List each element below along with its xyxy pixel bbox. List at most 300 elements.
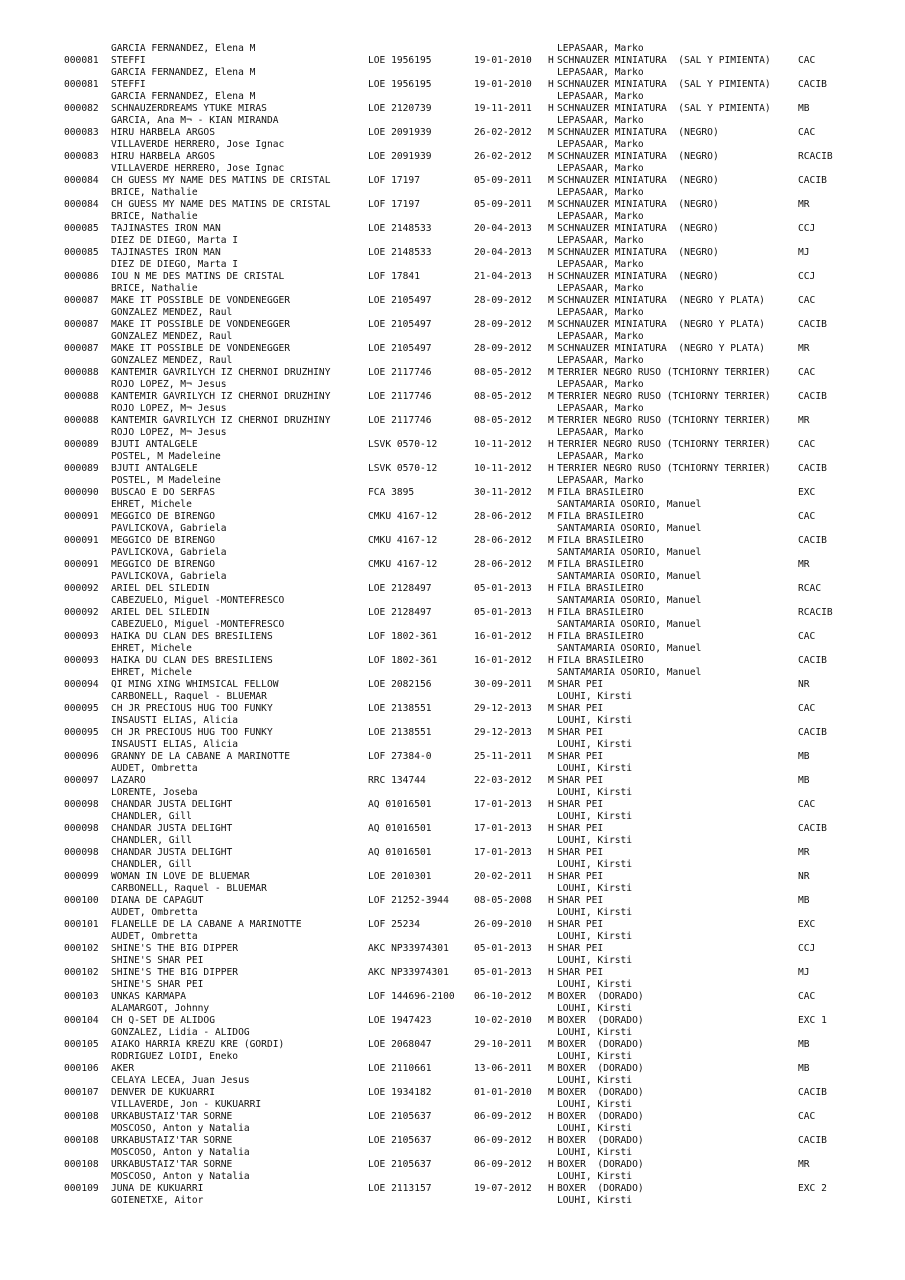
owner-name: DIEZ DE DIEGO, Marta I — [111, 235, 239, 246]
registration-number: LOF 21252-3944 — [368, 895, 449, 906]
entry-id: 000109 — [64, 1183, 99, 1194]
entry-row — [0, 1015, 905, 1027]
entry-owner-row — [0, 595, 905, 607]
dog-name: MEGGICO DE BIRENGO — [111, 511, 215, 522]
sex-code: M — [548, 775, 554, 786]
dog-name: URKABUSTAIZ'TAR SORNE — [111, 1159, 233, 1170]
entry-row — [0, 751, 905, 763]
judge-name: SANTAMARIA OSORIO, Manuel — [557, 667, 702, 678]
entry-row — [0, 463, 905, 475]
registration-number: AQ 01016501 — [368, 847, 432, 858]
dog-name: FLANELLE DE LA CABANE A MARINOTTE — [111, 919, 302, 930]
registration-number: LOE 2010301 — [368, 871, 432, 882]
entry-row — [0, 991, 905, 1003]
entry-row — [0, 343, 905, 355]
award-code: CAC — [798, 1111, 816, 1122]
entry-row — [0, 391, 905, 403]
dog-name: CH GUESS MY NAME DES MATINS DE CRISTAL — [111, 175, 331, 186]
judge-name: LEPASAAR, Marko — [557, 355, 644, 366]
owner-name: VILLAVERDE HERRERO, Jose Ignac — [111, 163, 285, 174]
birth-date: 29-10-2011 — [474, 1039, 532, 1050]
registration-number: LOF 17197 — [368, 175, 420, 186]
registration-number: LOF 17197 — [368, 199, 420, 210]
award-code: MR — [798, 847, 810, 858]
entry-row — [0, 943, 905, 955]
registration-number: LOE 2113157 — [368, 1183, 432, 1194]
entry-owner-row — [0, 187, 905, 199]
judge-name: LOUHI, Kirsti — [557, 979, 633, 990]
entry-id: 000089 — [64, 439, 99, 450]
entry-id: 000090 — [64, 487, 99, 498]
owner-name: ROJO LOPEZ, M¬ Jesus — [111, 427, 227, 438]
owner-name: GARCIA FERNANDEZ, Elena M — [111, 67, 256, 78]
judge-name: LEPASAAR, Marko — [557, 403, 644, 414]
owner-name: SHINE'S SHAR PEI — [111, 979, 204, 990]
birth-date: 01-01-2010 — [474, 1087, 532, 1098]
sex-code: H — [548, 463, 554, 474]
breed-name: BOXER (DORADO) — [557, 1111, 644, 1122]
dog-name: SHINE'S THE BIG DIPPER — [111, 943, 239, 954]
entry-row — [0, 607, 905, 619]
birth-date: 05-01-2013 — [474, 607, 532, 618]
breed-name: SCHNAUZER MINIATURA (NEGRO Y PLATA) — [557, 343, 765, 354]
award-code: RCAC — [798, 583, 822, 594]
judge-name: LEPASAAR, Marko — [557, 235, 644, 246]
judge-name: LEPASAAR, Marko — [557, 115, 644, 126]
entry-row — [0, 55, 905, 67]
registration-number: LOF 25234 — [368, 919, 420, 930]
entry-id: 000081 — [64, 55, 99, 66]
owner-name: BRICE, Nathalie — [111, 283, 198, 294]
birth-date: 08-05-2012 — [474, 391, 532, 402]
dog-name: AKER — [111, 1063, 135, 1074]
registration-number: LOE 2117746 — [368, 415, 432, 426]
dog-name: HIRU HARBELA ARGOS — [111, 151, 215, 162]
entry-owner-row — [0, 235, 905, 247]
breed-name: FILA BRASILEIRO — [557, 559, 644, 570]
award-code: CACIB — [798, 391, 827, 402]
owner-name: CHANDLER, Gill — [111, 859, 192, 870]
dog-name: KANTEMIR GAVRILYCH IZ CHERNOI DRUZHINY — [111, 367, 331, 378]
breed-name: BOXER (DORADO) — [557, 1063, 644, 1074]
entry-row — [0, 967, 905, 979]
sex-code: H — [548, 55, 554, 66]
dog-name: MAKE IT POSSIBLE DE VONDENEGGER — [111, 319, 291, 330]
sex-code: M — [548, 559, 554, 570]
breed-name: SCHNAUZER MINIATURA (NEGRO) — [557, 223, 719, 234]
entry-owner-row — [0, 499, 905, 511]
entry-id: 000107 — [64, 1087, 99, 1098]
sex-code: M — [548, 991, 554, 1002]
breed-name: SCHNAUZER MINIATURA (NEGRO) — [557, 151, 719, 162]
owner-name: ROJO LOPEZ, M¬ Jesus — [111, 379, 227, 390]
birth-date: 19-01-2010 — [474, 55, 532, 66]
sex-code: M — [548, 1087, 554, 1098]
dog-name: CHANDAR JUSTA DELIGHT — [111, 799, 233, 810]
birth-date: 08-05-2012 — [474, 367, 532, 378]
breed-name: BOXER (DORADO) — [557, 1183, 644, 1194]
entry-owner-row — [0, 451, 905, 463]
sex-code: H — [548, 631, 554, 642]
award-code: CAC — [798, 127, 816, 138]
entry-id: 000098 — [64, 847, 99, 858]
entry-id: 000087 — [64, 295, 99, 306]
entry-id: 000093 — [64, 655, 99, 666]
dog-name: CH JR PRECIOUS HUG TOO FUNKY — [111, 727, 273, 738]
registration-number: AQ 01016501 — [368, 823, 432, 834]
entry-row — [0, 199, 905, 211]
judge-name: LOUHI, Kirsti — [557, 859, 633, 870]
owner-name: ALAMARGOT, Johnny — [111, 1003, 210, 1014]
owner-name: POSTEL, M Madeleine — [111, 451, 221, 462]
breed-name: BOXER (DORADO) — [557, 1135, 644, 1146]
award-code: CACIB — [798, 823, 827, 834]
registration-number: LOE 2082156 — [368, 679, 432, 690]
registration-number: CMKU 4167-12 — [368, 535, 438, 546]
registration-number: LOF 17841 — [368, 271, 420, 282]
owner-name: BRICE, Nathalie — [111, 211, 198, 222]
entry-row — [0, 655, 905, 667]
judge-name: LOUHI, Kirsti — [557, 811, 633, 822]
registration-number: LOE 2148533 — [368, 247, 432, 258]
owner-name: MOSCOSO, Anton y Natalia — [111, 1123, 250, 1134]
birth-date: 28-06-2012 — [474, 535, 532, 546]
entry-id: 000106 — [64, 1063, 99, 1074]
award-code: MR — [798, 415, 810, 426]
registration-number: LOE 1934182 — [368, 1087, 432, 1098]
award-code: CCJ — [798, 943, 816, 954]
entry-row — [0, 799, 905, 811]
entry-row — [0, 319, 905, 331]
sex-code: M — [548, 751, 554, 762]
entry-owner-row — [0, 763, 905, 775]
sex-code: M — [548, 343, 554, 354]
entry-row — [0, 703, 905, 715]
registration-number: LSVK 0570-12 — [368, 463, 438, 474]
entry-id: 000099 — [64, 871, 99, 882]
owner-name: GONZALEZ, Lidia - ALIDOG — [111, 1027, 250, 1038]
entry-id: 000083 — [64, 127, 99, 138]
entry-owner-row — [0, 859, 905, 871]
sex-code: H — [548, 1135, 554, 1146]
registration-number: LOE 2128497 — [368, 583, 432, 594]
breed-name: FILA BRASILEIRO — [557, 511, 644, 522]
sex-code: H — [548, 583, 554, 594]
birth-date: 26-02-2012 — [474, 127, 532, 138]
breed-name: TERRIER NEGRO RUSO (TCHIORNY TERRIER) — [557, 463, 771, 474]
breed-name: SHAR PEI — [557, 967, 604, 978]
birth-date: 28-09-2012 — [474, 295, 532, 306]
registration-number: LOE 2117746 — [368, 391, 432, 402]
award-code: MR — [798, 199, 810, 210]
judge-name: LOUHI, Kirsti — [557, 1123, 633, 1134]
entry-owner-row — [0, 1171, 905, 1183]
sex-code: H — [548, 1183, 554, 1194]
award-code: MB — [798, 895, 810, 906]
entry-row — [0, 79, 905, 91]
registration-number: LOE 1956195 — [368, 79, 432, 90]
owner-name: SHINE'S SHAR PEI — [111, 955, 204, 966]
judge-name: LOUHI, Kirsti — [557, 1003, 633, 1014]
entry-owner-row — [0, 163, 905, 175]
entry-row — [0, 895, 905, 907]
judge-name: LEPASAAR, Marko — [557, 331, 644, 342]
results-listing — [0, 43, 905, 1207]
judge-name: LOUHI, Kirsti — [557, 715, 633, 726]
registration-number: LOE 2105497 — [368, 295, 432, 306]
entry-id: 000104 — [64, 1015, 99, 1026]
entry-owner-row — [0, 691, 905, 703]
sex-code: H — [548, 871, 554, 882]
entry-id: 000100 — [64, 895, 99, 906]
award-code: MB — [798, 751, 810, 762]
sex-code: M — [548, 391, 554, 402]
entry-row — [0, 919, 905, 931]
dog-name: WOMAN IN LOVE DE BLUEMAR — [111, 871, 250, 882]
sex-code: M — [548, 223, 554, 234]
entry-owner-row — [0, 739, 905, 751]
sex-code: H — [548, 1159, 554, 1170]
owner-name: POSTEL, M Madeleine — [111, 475, 221, 486]
owner-name: AUDET, Ombretta — [111, 763, 198, 774]
award-code: MJ — [798, 247, 810, 258]
owner-name: EHRET, Michele — [111, 499, 192, 510]
judge-name: SANTAMARIA OSORIO, Manuel — [557, 595, 702, 606]
sex-code: M — [548, 247, 554, 258]
breed-name: SCHNAUZER MINIATURA (SAL Y PIMIENTA) — [557, 79, 771, 90]
sex-code: H — [548, 943, 554, 954]
owner-name: PAVLICKOVA, Gabriela — [111, 523, 227, 534]
entry-row — [0, 487, 905, 499]
owner-name: GONZALEZ MENDEZ, Raul — [111, 331, 233, 342]
entry-owner-row — [0, 1075, 905, 1087]
owner-name: BRICE, Nathalie — [111, 187, 198, 198]
entry-row — [0, 727, 905, 739]
judge-name: LEPASAAR, Marko — [557, 451, 644, 462]
birth-date: 20-04-2013 — [474, 247, 532, 258]
registration-number: CMKU 4167-12 — [368, 559, 438, 570]
sex-code: H — [548, 607, 554, 618]
award-code: CACIB — [798, 535, 827, 546]
sex-code: H — [548, 895, 554, 906]
dog-name: IOU N ME DES MATINS DE CRISTAL — [111, 271, 285, 282]
entry-owner-row — [0, 619, 905, 631]
owner-name: AUDET, Ombretta — [111, 907, 198, 918]
registration-number: FCA 3895 — [368, 487, 415, 498]
entry-row — [0, 247, 905, 259]
judge-name: LOUHI, Kirsti — [557, 691, 633, 702]
entry-owner-row — [0, 307, 905, 319]
entry-list — [0, 55, 905, 1207]
entry-owner-row — [0, 475, 905, 487]
award-code: EXC 2 — [798, 1183, 827, 1194]
dog-name: STEFFI — [111, 55, 146, 66]
entry-row — [0, 367, 905, 379]
dog-name: MAKE IT POSSIBLE DE VONDENEGGER — [111, 295, 291, 306]
breed-name: FILA BRASILEIRO — [557, 655, 644, 666]
registration-number: LOE 2105637 — [368, 1159, 432, 1170]
judge-name: SANTAMARIA OSORIO, Manuel — [557, 499, 702, 510]
leading-line — [0, 43, 905, 55]
award-code: CCJ — [798, 223, 816, 234]
dog-name: BUSCAO E DO SERFAS — [111, 487, 215, 498]
registration-number: LSVK 0570-12 — [368, 439, 438, 450]
judge-name: LEPASAAR, Marko — [557, 139, 644, 150]
breed-name: SCHNAUZER MINIATURA (NEGRO) — [557, 199, 719, 210]
registration-number: LOE 2117746 — [368, 367, 432, 378]
dog-name: MAKE IT POSSIBLE DE VONDENEGGER — [111, 343, 291, 354]
entry-id: 000095 — [64, 727, 99, 738]
birth-date: 29-12-2013 — [474, 703, 532, 714]
breed-name: SHAR PEI — [557, 799, 604, 810]
entry-owner-row — [0, 211, 905, 223]
judge-name: LOUHI, Kirsti — [557, 1195, 633, 1206]
entry-id: 000097 — [64, 775, 99, 786]
dog-name: CH GUESS MY NAME DES MATINS DE CRISTAL — [111, 199, 331, 210]
entry-row — [0, 271, 905, 283]
dog-name: DIANA DE CAPAGUT — [111, 895, 204, 906]
award-code: EXC 1 — [798, 1015, 827, 1026]
owner-name: GARCIA, Ana M¬ - KIAN MIRANDA — [111, 115, 279, 126]
owner-name: CHANDLER, Gill — [111, 811, 192, 822]
entry-owner-row — [0, 355, 905, 367]
judge-name: LOUHI, Kirsti — [557, 1171, 633, 1182]
award-code: MJ — [798, 967, 810, 978]
entry-id: 000089 — [64, 463, 99, 474]
sex-code: M — [548, 175, 554, 186]
entry-owner-row — [0, 67, 905, 79]
entry-id: 000103 — [64, 991, 99, 1002]
registration-number: LOE 2110661 — [368, 1063, 432, 1074]
breed-name: FILA BRASILEIRO — [557, 607, 644, 618]
registration-number: LOE 2105497 — [368, 343, 432, 354]
award-code: CAC — [798, 991, 816, 1002]
award-code: MB — [798, 775, 810, 786]
entry-owner-row — [0, 1051, 905, 1063]
dog-name: HAIKA DU CLAN DES BRESILIENS — [111, 655, 273, 666]
entry-owner-row — [0, 1003, 905, 1015]
entry-owner-row — [0, 883, 905, 895]
entry-id: 000085 — [64, 223, 99, 234]
birth-date: 16-01-2012 — [474, 655, 532, 666]
award-code: CAC — [798, 799, 816, 810]
breed-name: FILA BRASILEIRO — [557, 631, 644, 642]
dog-name: QI MING XING WHIMSICAL FELLOW — [111, 679, 279, 690]
sex-code: M — [548, 127, 554, 138]
owner-name: AUDET, Ombretta — [111, 931, 198, 942]
sex-code: H — [548, 103, 554, 114]
birth-date: 16-01-2012 — [474, 631, 532, 642]
entry-id: 000092 — [64, 607, 99, 618]
dog-name: HIRU HARBELA ARGOS — [111, 127, 215, 138]
sex-code: H — [548, 79, 554, 90]
judge-name: LEPASAAR, Marko — [557, 307, 644, 318]
dog-name: TAJINASTES IRON MAN — [111, 223, 221, 234]
sex-code: H — [548, 919, 554, 930]
birth-date: 05-01-2013 — [474, 583, 532, 594]
dog-name: URKABUSTAIZ'TAR SORNE — [111, 1135, 233, 1146]
entry-row — [0, 151, 905, 163]
judge-name: LEPASAAR, Marko — [557, 91, 644, 102]
owner-name: CARBONELL, Raquel - BLUEMAR — [111, 691, 267, 702]
breed-name: BOXER (DORADO) — [557, 1087, 644, 1098]
sex-code: H — [548, 799, 554, 810]
breed-name: BOXER (DORADO) — [557, 1159, 644, 1170]
entry-owner-row — [0, 427, 905, 439]
owner-name: GONZALEZ MENDEZ, Raul — [111, 355, 233, 366]
award-code: CAC — [798, 439, 816, 450]
entry-id: 000108 — [64, 1135, 99, 1146]
entry-id: 000092 — [64, 583, 99, 594]
sex-code: M — [548, 151, 554, 162]
birth-date: 05-09-2011 — [474, 199, 532, 210]
breed-name: SCHNAUZER MINIATURA (NEGRO) — [557, 175, 719, 186]
sex-code: M — [548, 199, 554, 210]
sex-code: H — [548, 847, 554, 858]
entry-owner-row — [0, 835, 905, 847]
entry-row — [0, 847, 905, 859]
dog-name: JUNA DE KUKUARRI — [111, 1183, 204, 1194]
entry-id: 000091 — [64, 535, 99, 546]
entry-row — [0, 295, 905, 307]
birth-date: 10-02-2010 — [474, 1015, 532, 1026]
judge-name: LEPASAAR, Marko — [557, 211, 644, 222]
birth-date: 28-09-2012 — [474, 319, 532, 330]
birth-date: 19-01-2010 — [474, 79, 532, 90]
award-code: MB — [798, 103, 810, 114]
award-code: CACIB — [798, 463, 827, 474]
entry-row — [0, 175, 905, 187]
registration-number: LOE 2105637 — [368, 1135, 432, 1146]
birth-date: 29-12-2013 — [474, 727, 532, 738]
entry-row — [0, 631, 905, 643]
registration-number: LOE 2128497 — [368, 607, 432, 618]
registration-number: LOE 2068047 — [368, 1039, 432, 1050]
award-code: RCACIB — [798, 151, 833, 162]
judge-name: LEPASAAR, Marko — [557, 475, 644, 486]
dog-name: BJUTI ANTALGELE — [111, 463, 198, 474]
entry-owner-row — [0, 139, 905, 151]
judge-name: SANTAMARIA OSORIO, Manuel — [557, 619, 702, 630]
owner-name: MOSCOSO, Anton y Natalia — [111, 1171, 250, 1182]
award-code: CACIB — [798, 319, 827, 330]
registration-number: LOE 2138551 — [368, 703, 432, 714]
entry-id: 000093 — [64, 631, 99, 642]
entry-owner-row — [0, 259, 905, 271]
judge-name: LOUHI, Kirsti — [557, 883, 633, 894]
entry-row — [0, 559, 905, 571]
judge-name: LOUHI, Kirsti — [557, 1147, 633, 1158]
registration-number: LOE 1947423 — [368, 1015, 432, 1026]
award-code: MB — [798, 1039, 810, 1050]
birth-date: 28-06-2012 — [474, 511, 532, 522]
registration-number: LOF 1802-361 — [368, 655, 438, 666]
entry-row — [0, 415, 905, 427]
entry-id: 000088 — [64, 367, 99, 378]
entry-row — [0, 1159, 905, 1171]
award-code: CACIB — [798, 175, 827, 186]
registration-number: CMKU 4167-12 — [368, 511, 438, 522]
sex-code: M — [548, 727, 554, 738]
judge-name: SANTAMARIA OSORIO, Manuel — [557, 547, 702, 558]
entry-owner-row — [0, 1195, 905, 1207]
judge-name: LEPASAAR, Marko — [557, 187, 644, 198]
sex-code: M — [548, 295, 554, 306]
sex-code: H — [548, 655, 554, 666]
judge-name: SANTAMARIA OSORIO, Manuel — [557, 523, 702, 534]
sex-code: M — [548, 679, 554, 690]
registration-number: RRC 134744 — [368, 775, 426, 786]
